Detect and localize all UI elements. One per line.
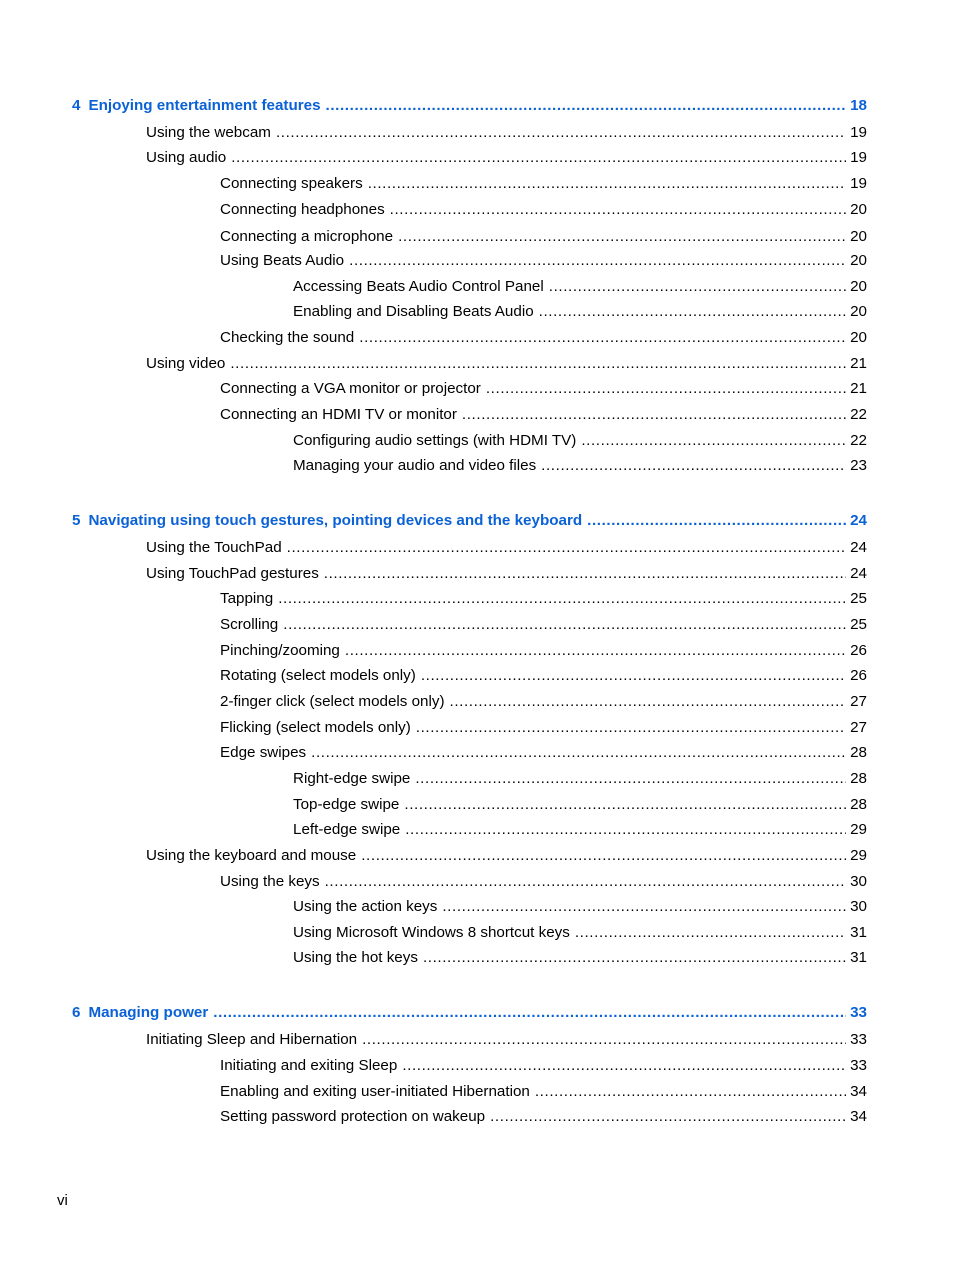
toc-page-number: 19 — [850, 175, 867, 192]
toc-entry-title: Using the webcam — [146, 124, 271, 141]
toc-entry-title — [72, 1003, 208, 1023]
toc-entry-link[interactable] — [220, 328, 867, 348]
toc-entry-link[interactable] — [220, 615, 867, 635]
toc-entry-title: Enabling and exiting user-initiated Hibernation — [220, 1083, 530, 1100]
toc-entry-link[interactable] — [220, 174, 867, 194]
toc-chapter-link[interactable] — [72, 1003, 867, 1023]
dot-leader — [361, 846, 846, 866]
dot-leader — [325, 872, 846, 892]
dot-leader — [349, 251, 846, 271]
toc-entry-title: Initiating and exiting Sleep — [220, 1057, 398, 1074]
toc-entry-title — [72, 511, 582, 531]
toc-entry-title: Top-edge swipe — [293, 796, 400, 813]
toc-entry-title: Using Microsoft Windows 8 shortcut keys — [293, 924, 570, 941]
dot-leader — [549, 277, 846, 297]
toc-entry-link[interactable] — [220, 589, 867, 609]
toc-entry-title: Using the keys — [220, 873, 320, 890]
dot-leader — [230, 354, 846, 374]
dot-leader — [415, 769, 846, 789]
dot-leader — [402, 1056, 846, 1076]
toc-page-number: 33 — [850, 1004, 867, 1021]
toc-entry-title: Connecting speakers — [220, 175, 363, 192]
toc-entry-title: Scrolling — [220, 616, 279, 633]
dot-leader — [231, 148, 846, 168]
toc-page-number: 27 — [850, 693, 867, 710]
toc-entry-link[interactable] — [220, 872, 867, 892]
toc-page-number: 19 — [850, 124, 867, 141]
toc-entry-title: Tapping — [220, 590, 274, 607]
toc-entry-title: Using audio — [146, 149, 227, 166]
toc-page-number: 25 — [850, 590, 867, 607]
toc-page-number: 20 — [850, 278, 867, 295]
toc-page-number: 20 — [850, 252, 867, 269]
toc-page-number: 26 — [850, 642, 867, 659]
dot-leader — [287, 538, 846, 558]
toc-entry-link[interactable] — [220, 743, 867, 763]
toc-entry-title: Right-edge swipe — [293, 770, 411, 787]
toc-entry-link[interactable] — [293, 948, 867, 968]
dot-leader — [404, 795, 846, 815]
toc-page-number: 28 — [850, 796, 867, 813]
toc-entry-title: 2-finger click (select models only) — [220, 693, 445, 710]
dot-leader — [486, 379, 846, 399]
dot-leader — [541, 456, 846, 476]
toc-entry-title: Left-edge swipe — [293, 821, 401, 838]
toc-entry-title: Edge swipes — [220, 744, 307, 761]
toc-entry-title: Connecting a microphone — [220, 228, 394, 245]
toc-page-number: 19 — [850, 149, 867, 166]
dot-leader — [345, 641, 846, 661]
toc-entry-title: Accessing Beats Audio Control Panel — [293, 278, 544, 295]
toc-entry-link[interactable] — [146, 354, 867, 374]
toc-page-number: 29 — [850, 821, 867, 838]
toc-entry-link[interactable] — [220, 200, 867, 220]
toc-entry-link[interactable] — [293, 769, 867, 789]
toc-page-number: 21 — [850, 355, 867, 372]
toc-entry-link[interactable] — [220, 1107, 867, 1127]
toc-entry-link[interactable] — [146, 1030, 867, 1050]
dot-leader — [278, 589, 846, 609]
dot-leader — [276, 123, 846, 143]
dot-leader — [490, 1107, 846, 1127]
toc-entry-link[interactable] — [293, 277, 867, 297]
toc-page-number: 26 — [850, 667, 867, 684]
dot-leader — [450, 692, 847, 712]
chapter-title: Navigating using touch gestures, pointing devices and the keyboard — [88, 512, 583, 529]
toc-page-number: 24 — [850, 565, 867, 582]
toc-entry-title: Connecting headphones — [220, 201, 385, 218]
toc-page-number: 29 — [850, 847, 867, 864]
toc-page-number: 27 — [850, 719, 867, 736]
toc-page-number: 20 — [850, 303, 867, 320]
dot-leader — [283, 615, 846, 635]
dot-leader — [326, 96, 847, 116]
toc-entry-link[interactable] — [293, 456, 867, 476]
dot-leader — [575, 923, 846, 943]
dot-leader — [213, 1003, 846, 1023]
toc-page-number: 30 — [850, 898, 867, 915]
toc-page-number: 22 — [850, 406, 867, 423]
toc-entry-title: Enabling and Disabling Beats Audio — [293, 303, 534, 320]
toc-entry-link[interactable] — [146, 148, 867, 168]
toc-page-number: 24 — [850, 512, 867, 529]
toc-page-number: 22 — [850, 432, 867, 449]
toc-entry-link[interactable] — [220, 1082, 867, 1102]
dot-leader — [581, 431, 846, 451]
toc-entry-link[interactable] — [220, 405, 867, 425]
toc-entry-link[interactable] — [146, 846, 867, 866]
toc-page-number: 34 — [850, 1108, 867, 1125]
toc-entry-link[interactable] — [220, 379, 867, 399]
dot-leader — [398, 227, 846, 247]
toc-entry-title: Setting password protection on wakeup — [220, 1108, 486, 1125]
toc-entry-link[interactable] — [220, 666, 867, 686]
toc-entry-title: Connecting an HDMI TV or monitor — [220, 406, 457, 423]
toc-entry-link[interactable] — [220, 1056, 867, 1076]
dot-leader — [324, 564, 846, 584]
toc-page-number: 33 — [850, 1057, 867, 1074]
toc-entry-title: Using the TouchPad — [146, 539, 282, 556]
toc-entry-title: Flicking (select models only) — [220, 719, 411, 736]
dot-leader — [587, 511, 846, 531]
toc-entry-title — [72, 96, 321, 116]
toc-page-number: 33 — [850, 1031, 867, 1048]
toc-page-number: 21 — [850, 380, 867, 397]
chapter-number: 4 — [72, 97, 81, 114]
dot-leader — [535, 1082, 846, 1102]
toc-entry-title: Using the keyboard and mouse — [146, 847, 357, 864]
dot-leader — [423, 948, 846, 968]
toc-entry-title: Managing your audio and video files — [293, 457, 537, 474]
toc-page-number: 28 — [850, 770, 867, 787]
dot-leader — [311, 743, 846, 763]
dot-leader — [359, 328, 846, 348]
toc-entry-link[interactable] — [293, 923, 867, 943]
dot-leader — [421, 666, 846, 686]
chapter-title: Enjoying entertainment features — [88, 97, 321, 114]
toc-entry-link[interactable] — [220, 251, 867, 271]
toc-entry-title: Rotating (select models only) — [220, 667, 416, 684]
dot-leader — [462, 405, 846, 425]
toc-entry-title: Using video — [146, 355, 226, 372]
toc-page-number: 18 — [850, 97, 867, 114]
chapter-title: Managing power — [88, 1004, 209, 1021]
toc-chapter-link[interactable] — [72, 96, 867, 116]
toc-page-number: 31 — [850, 924, 867, 941]
toc-entry-title: Configuring audio settings (with HDMI TV) — [293, 432, 577, 449]
dot-leader — [442, 897, 846, 917]
toc-entry-title: Initiating Sleep and Hibernation — [146, 1031, 358, 1048]
toc-page-number: 30 — [850, 873, 867, 890]
toc-chapter-link[interactable] — [72, 511, 867, 531]
toc-entry-title: Checking the sound — [220, 329, 355, 346]
toc-entry-link[interactable] — [293, 820, 867, 840]
toc-entry-title: Pinching/zooming — [220, 642, 340, 659]
toc-entry-title: Connecting a VGA monitor or projector — [220, 380, 481, 397]
toc-entry-link[interactable] — [293, 431, 867, 451]
toc-entry-link[interactable] — [293, 795, 867, 815]
dot-leader — [416, 718, 846, 738]
toc-entry-link[interactable] — [146, 538, 867, 558]
toc-page-number: 24 — [850, 539, 867, 556]
toc-page-number: 28 — [850, 744, 867, 761]
toc-entry-link[interactable] — [220, 641, 867, 661]
toc-entry-link[interactable] — [146, 564, 867, 584]
toc-entry-title: Using Beats Audio — [220, 252, 345, 269]
toc-page-number: 31 — [850, 949, 867, 966]
dot-leader — [539, 302, 846, 322]
toc-entry-title: Using the hot keys — [293, 949, 418, 966]
chapter-number: 5 — [72, 512, 81, 529]
toc-entry-title: Using TouchPad gestures — [146, 565, 319, 582]
toc-entry-link[interactable] — [220, 227, 867, 247]
page-number-footer: vi — [57, 1192, 68, 1209]
toc-entry-title: Using the action keys — [293, 898, 438, 915]
toc-entry-link[interactable] — [293, 897, 867, 917]
dot-leader — [405, 820, 846, 840]
toc-entry-link[interactable] — [220, 718, 867, 738]
toc-page-number: 34 — [850, 1083, 867, 1100]
toc-entry-link[interactable] — [220, 692, 867, 712]
dot-leader — [368, 174, 846, 194]
toc-entry-link[interactable] — [293, 302, 867, 322]
toc-page-number: 23 — [850, 457, 867, 474]
toc-page-number: 20 — [850, 228, 867, 245]
toc-page-number: 20 — [850, 329, 867, 346]
toc-page-number: 20 — [850, 201, 867, 218]
dot-leader — [362, 1030, 846, 1050]
toc-page-number: 25 — [850, 616, 867, 633]
chapter-number: 6 — [72, 1004, 81, 1021]
dot-leader — [390, 200, 846, 220]
toc-entry-link[interactable] — [146, 123, 867, 143]
